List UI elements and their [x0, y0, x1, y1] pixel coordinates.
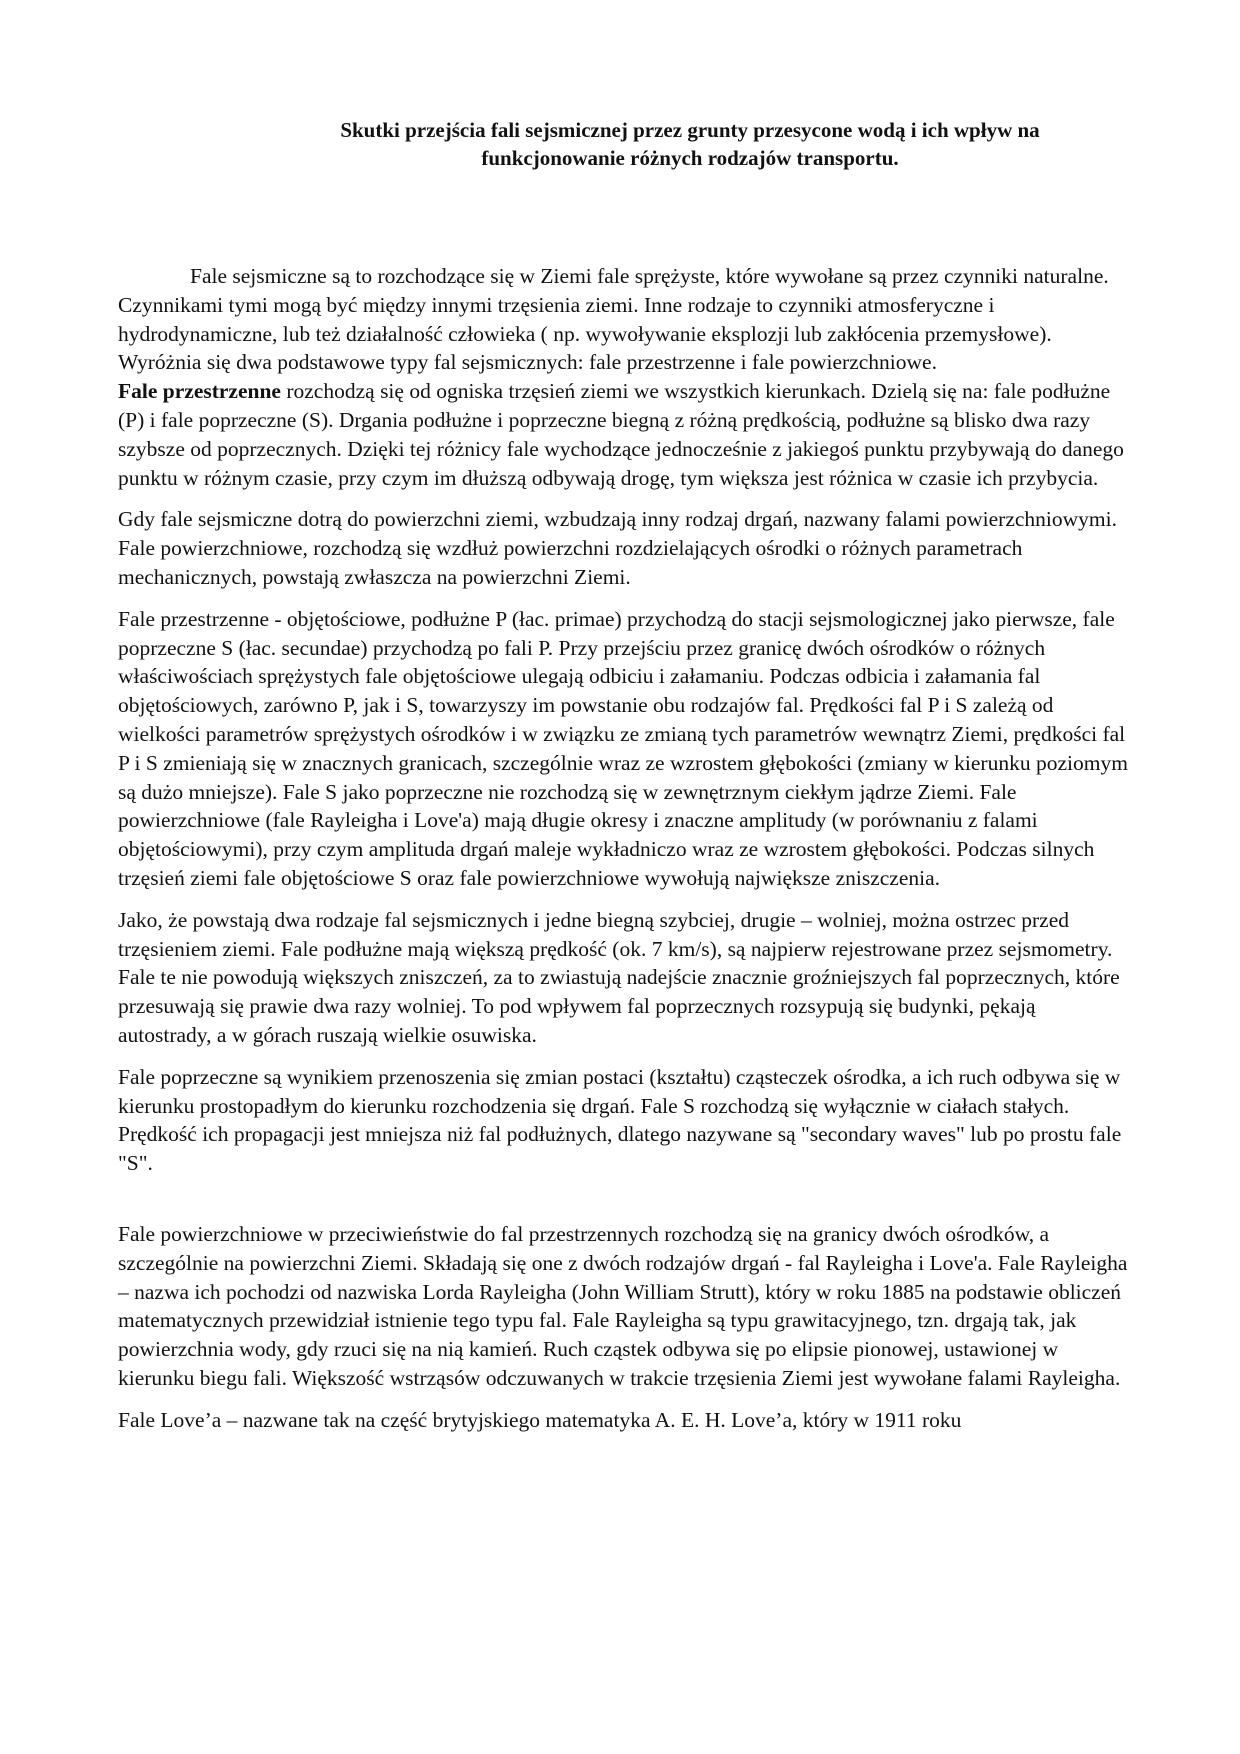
paragraph-love: Fale Love’a – nazwane tak na część brytyjskiego matematyka A. E. H. Love’a, który w 1911 roku — [118, 1407, 962, 1432]
paragraph-wave-types: Wyróżnia się dwa podstawowe typy fal sejsmicznych: fale przestrzenne i fale powierzchniowe. — [118, 350, 937, 375]
document-title — [240, 116, 1140, 172]
title-line-1: Skutki przejścia fali sejsmicznej przez grunty przesycone wodą i ich wpływ na — [340, 118, 1040, 142]
paragraph-s-waves: Fale poprzeczne są wynikiem przenoszenia się zmian postaci (kształtu) cząsteczek ośrodka, a ich ruch odbywa się w kierunku prostopadłym do kierunku rozchodzenia się drgań. Fale S rozchodzą się wyłącznie w ciałach stałych. Prędkość ich propagacji jest mniejsza niż fal podłużnych, dlatego nazywane są "secondary waves" lub po prostu fale "S". — [118, 1064, 1122, 1176]
document-body — [118, 262, 1128, 1447]
bold-term-body-waves: Fale przestrzenne — [118, 379, 281, 404]
paragraph-intro: Fale sejsmiczne są to rozchodzące się w Ziemi fale sprężyste, które wywołane są przez czynniki naturalne. Czynnikami tymi mogą być między innymi trzęsienia ziemi. Inne rodzaje to czynniki atmosferyczne i hydrodynamiczne, lub też działalność człowieka ( np. wywoływanie eksplozji lub zakłócenia przemysłowe). — [118, 264, 1109, 346]
title-line-2: funkcjonowanie różnych rodzajów transportu. — [481, 146, 899, 170]
paragraph-surface-intro: Gdy fale sejsmiczne dotrą do powierzchni ziemi, wzbudzają inny rodzaj drgań, nazwany falami powierzchniowymi. Fale powierzchniowe, rozchodzą się wzdłuż powierzchni rozdzielających ośrodki o różnych parametrach mechanicznych, powstają zwłaszcza na powierzchni Ziemi. — [118, 507, 1117, 589]
paragraph-rayleigh: Fale powierzchniowe w przeciwieństwie do fal przestrzennych rozchodzą się na granicy dwóch ośrodków, a szczególnie na powierzchni Ziemi. Składają się one z dwóch rodzajów drgań - fal Rayleigha i Love'a. Fale Rayleigha – nazwa ich pochodzi od nazwiska Lorda Rayleigha (John William Strutt), który w roku 1885 na podstawie obliczeń matematycznych przewidział istnienie tego typu fal. Fale Rayleigha są typu grawitacyjnego, tzn. drgają tak, jak powierzchnia wody, gdy rzuci się na nią kamień. Ruch cząstek odbywa się po elipsie pionowej, ustawionej w kierunku biegu fali. Większość wstrząsów odczuwanych w trakcie trzęsienia Ziemi jest wywołane falami Rayleigha. — [118, 1221, 1128, 1390]
paragraph-warning: Jako, że powstają dwa rodzaje fal sejsmicznych i jedne biegną szybciej, drugie – wolniej, można ostrzec przed trzęsieniem ziemi. Fale podłużne mają większą prędkość (ok. 7 km/s), są najpierw rejestrowane przez sejsmometry. Fale te nie powodują większych zniszczeń, za to zwiastują nadejście znacznie groźniejszych fal poprzecznych, które przesuwają się prawie dwa razy wolniej. To pod wpływem fal poprzecznych rozsypują się budynki, pękają autostrady, a w górach ruszają wielkie osuwiska. — [118, 907, 1120, 1047]
paragraph-body-waves-text: rozchodzą się od ogniska trzęsień ziemi we wszystkich kierunkach. Dzielą się na: fale podłużne (P) i fale poprzeczne (S). Drgania podłużne i poprzeczne biegną z różną prędkością, podłużne są blisko dwa razy szybsze od poprzecznych. Dzięki tej różnicy fale wychodzące jednocześnie z jakiegoś punktu przybywają do danego punktu w różnym czasie, przy czym im dłuższą odbywają drogę, tym większa jest różnica w czasie ich przybycia. — [118, 379, 1124, 490]
paragraph-body-waves — [118, 377, 1128, 492]
paragraph-volume-waves: Fale przestrzenne - objętościowe, podłużne P (łac. primae) przychodzą do stacji sejsmologicznej jako pierwsze, fale poprzeczne S (łac. secundae) przychodzą po fali P. Przy przejściu przez granicę dwóch ośrodków o różnych właściwościach sprężystych fale objętościowe ulegają odbiciu i załamaniu. Podczas odbicia i załamania fal objętościowych, zarówno P, jak i S, towarzyszy im powstanie obu rodzajów fal. Prędkości fal P i S zależą od wielkości parametrów sprężystych ośrodków i w związku ze zmianą tych parametrów wewnątrz Ziemi, prędkości fal P i S zmieniają się w znacznych granicach, szczególnie wraz ze wzrostem głębokości (zmiany w kierunku poziomym są dużo mniejsze). Fale S jako poprzeczne nie rozchodzą się w zewnętrznym ciekłym jądrze Ziemi. Fale powierzchniowe (fale Rayleigha i Love'a) mają długie okresy i znaczne amplitudy (w porównaniu z falami objętościowymi), przy czym amplituda drgań maleje wykładniczo wraz ze wzrostem głębokości. Podczas silnych trzęsień ziemi fale objętościowe S oraz fale powierzchniowe wywołują największe zniszczenia. — [118, 606, 1128, 890]
